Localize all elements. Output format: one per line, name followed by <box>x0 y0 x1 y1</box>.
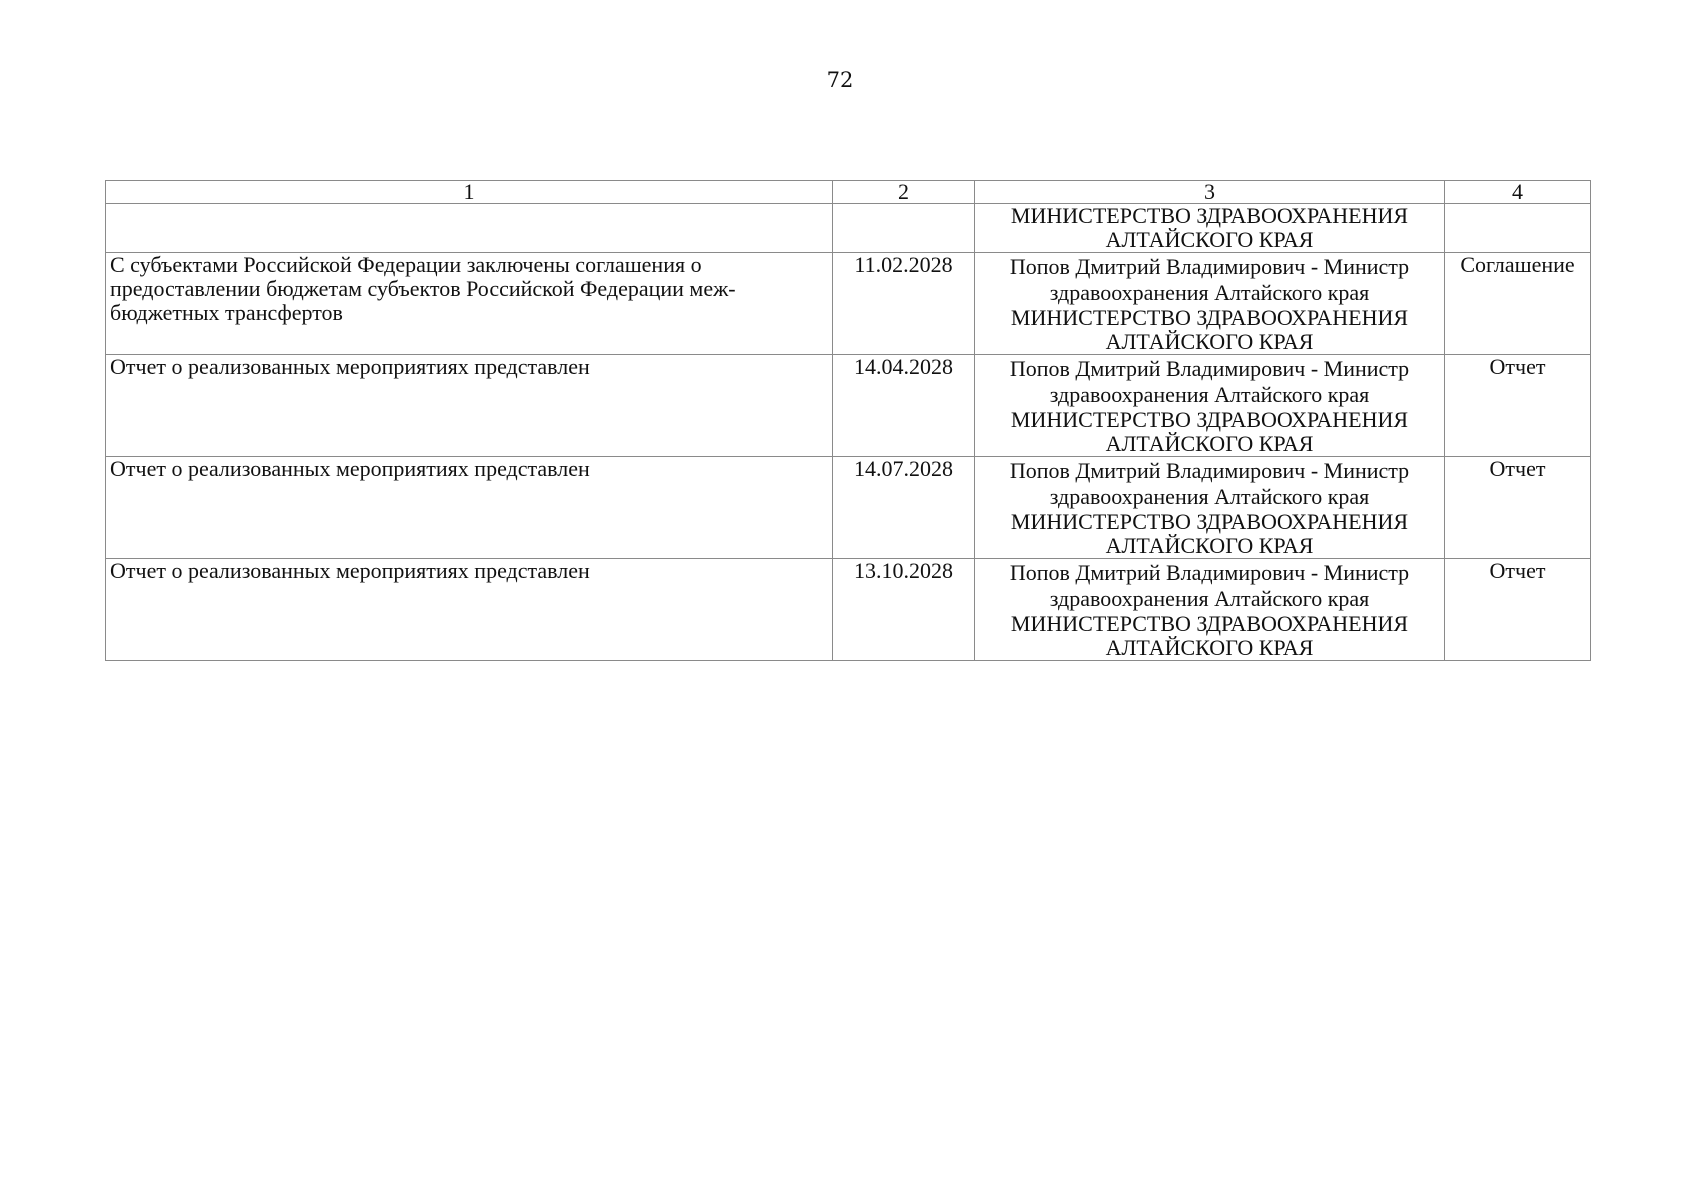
document-type <box>1445 204 1591 253</box>
responsible-cell <box>975 559 1445 661</box>
column-header-4: 4 <box>1445 181 1591 204</box>
responsible-person-position: здравоохранения Алтайского края <box>1049 484 1370 509</box>
responsible-person-position: здравоохранения Алтайского края <box>1049 586 1370 611</box>
event-text: Отчет о реализованных мероприятиях представлен <box>106 457 833 559</box>
responsible-org: МИНИСТЕРСТВО ЗДРАВООХРАНЕНИЯ АЛТАЙСКОГО КРАЯ <box>1010 509 1409 558</box>
column-header-1: 1 <box>106 181 833 204</box>
event-date: 11.02.2028 <box>833 253 975 355</box>
event-date: 14.04.2028 <box>833 355 975 457</box>
responsible-person-position: здравоохранения Алтайского края <box>1049 382 1370 407</box>
table-header-row <box>106 181 1591 204</box>
responsible-org: МИНИСТЕРСТВО ЗДРАВООХРАНЕНИЯ АЛТАЙСКОГО КРАЯ <box>1010 407 1409 456</box>
table-row <box>106 457 1591 559</box>
responsible-cell <box>975 457 1445 559</box>
responsible-person-position: здравоохранения Алтайского края <box>1049 280 1370 305</box>
responsible-org: МИНИСТЕРСТВО ЗДРАВООХРАНЕНИЯ АЛТАЙСКОГО КРАЯ <box>1010 305 1409 354</box>
document-type: Соглашение <box>1445 253 1591 355</box>
event-text <box>106 204 833 253</box>
responsible-person-name: Попов Дмитрий Владимирович - Министр <box>1009 458 1410 483</box>
responsible-person-name: Попов Дмитрий Владимирович - Министр <box>1009 560 1410 585</box>
responsible-person <box>979 457 1440 510</box>
responsible-cell <box>975 204 1445 253</box>
responsible-cell <box>975 253 1445 355</box>
event-date <box>833 204 975 253</box>
event-date: 14.07.2028 <box>833 457 975 559</box>
table-row <box>106 559 1591 661</box>
responsible-person-name: Попов Дмитрий Владимирович - Министр <box>1009 254 1410 279</box>
table-row <box>106 355 1591 457</box>
milestones-table <box>105 180 1591 661</box>
responsible-org: МИНИСТЕРСТВО ЗДРАВООХРАНЕНИЯ АЛТАЙСКОГО КРАЯ <box>1010 611 1409 660</box>
responsible-person <box>979 253 1440 306</box>
event-text: Отчет о реализованных мероприятиях представлен <box>106 355 833 457</box>
responsible-person-name: Попов Дмитрий Владимирович - Министр <box>1009 356 1410 381</box>
column-header-3: 3 <box>975 181 1445 204</box>
event-date: 13.10.2028 <box>833 559 975 661</box>
event-text: Отчет о реализованных мероприятиях представлен <box>106 559 833 661</box>
event-text: С субъектами Российской Федерации заключены соглашения о предоставлении бюджетам субъектов Российской Федерации меж-бюджетных трансфертов <box>106 253 833 355</box>
column-header-2: 2 <box>833 181 975 204</box>
responsible-person <box>979 559 1440 612</box>
table-row-continuation <box>106 204 1591 253</box>
responsible-person <box>979 355 1440 408</box>
document-type: Отчет <box>1445 457 1591 559</box>
document-type: Отчет <box>1445 355 1591 457</box>
table-row <box>106 253 1591 355</box>
responsible-cell <box>975 355 1445 457</box>
document-type: Отчет <box>1445 559 1591 661</box>
page-number: 72 <box>826 68 854 92</box>
responsible-org: МИНИСТЕРСТВО ЗДРАВООХРАНЕНИЯ АЛТАЙСКОГО КРАЯ <box>1010 203 1409 252</box>
